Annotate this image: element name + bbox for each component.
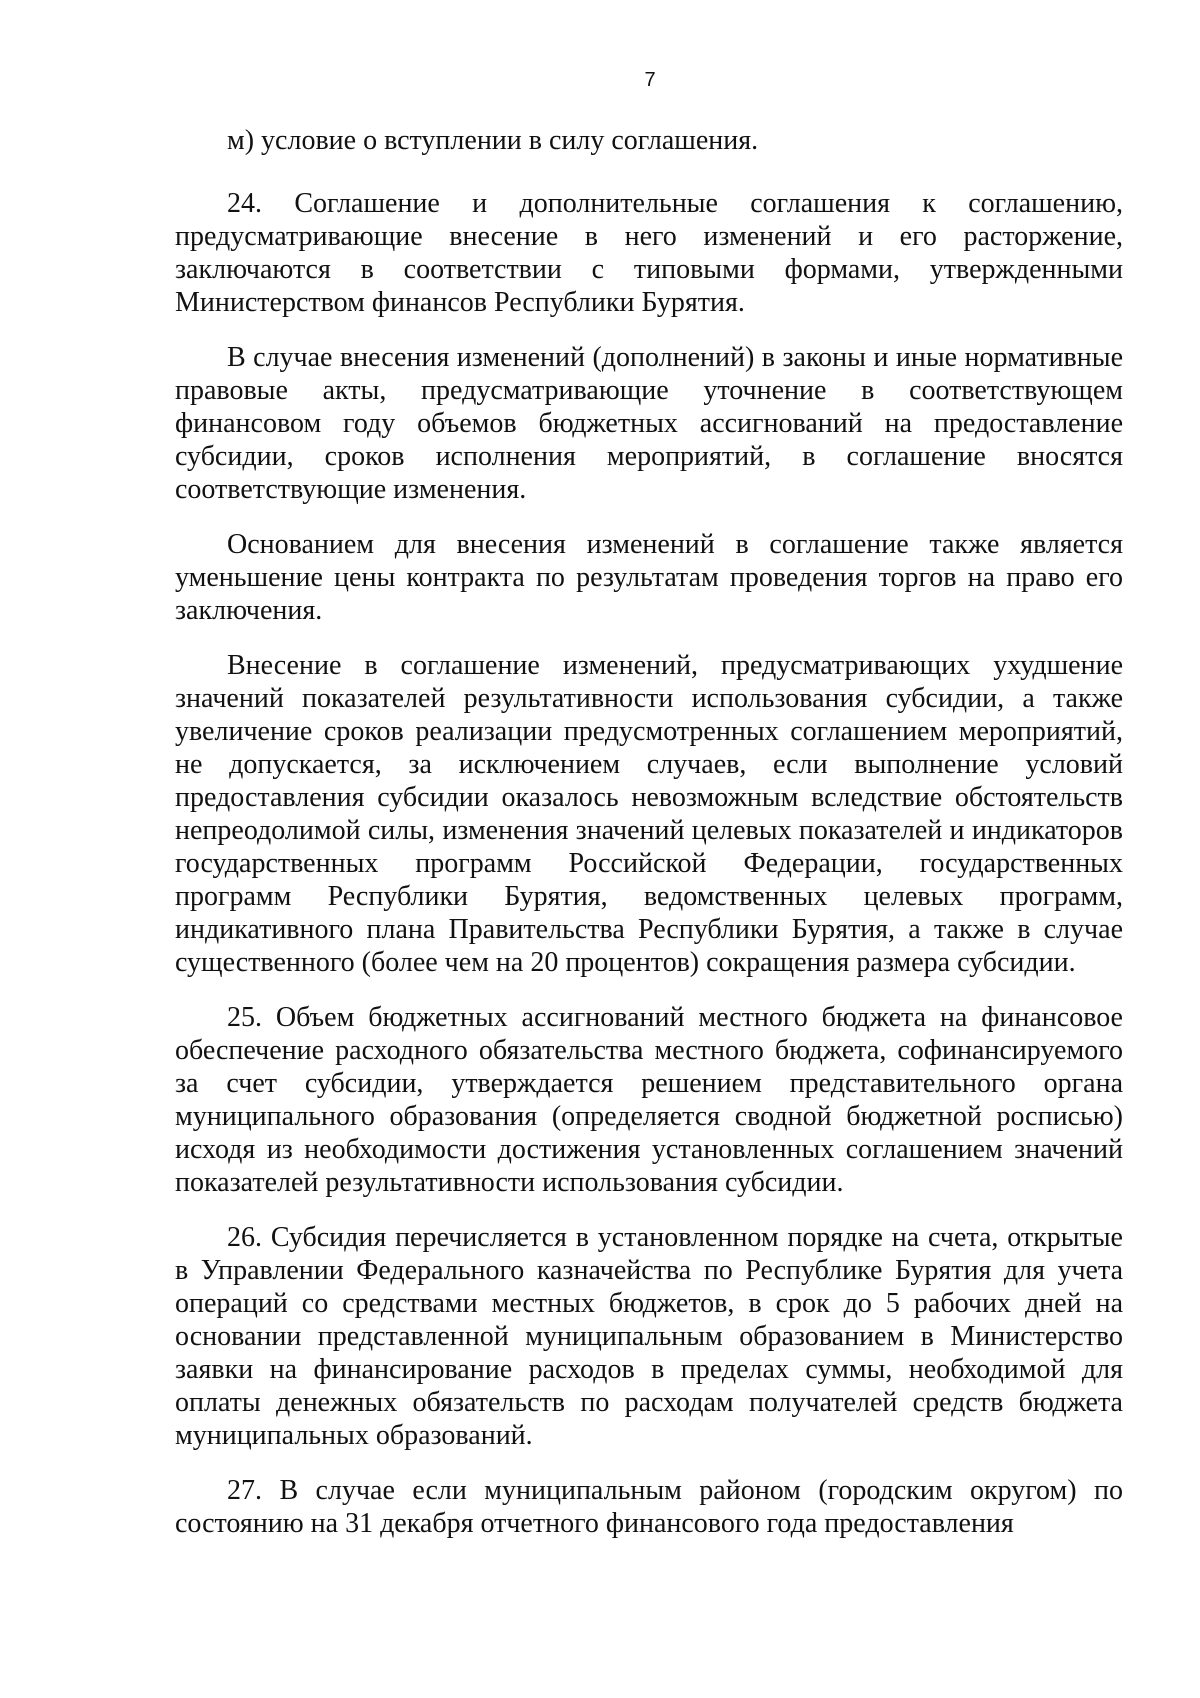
paragraph-27: 27. В случае если муниципальным районом (городским округом) по состоянию на 31 декабря отчетного финансового года предоставления bbox=[175, 1475, 1123, 1539]
paragraph-24: 24. Соглашение и дополнительные соглашения к соглашению, предусматривающие внесение в него изменений и его расторжение, заключаются в соответствии с типовыми формами, утвержденными Министерством финансов Республики Бурятия. bbox=[175, 188, 1123, 318]
paragraph-24-restrictions: Внесение в соглашение изменений, предусматривающих ухудшение значений показателей результативности использования субсидии, а также увеличение сроков реализации предусмотренных соглашением мероприятий, не допускается, за исключением случаев, если выполнение условий предоставления субсидии оказалось невозможным вследствие обстоятельств непреодолимой силы, изменения значений целевых показателей и индикаторов государственных программ Российской Федерации, государственных программ Республики Бурятия, ведомственных целевых программ, индикативного плана Правительства Республики Бурятия, а также в случае существенного (более чем на 20 процентов) сокращения размера субсидии. bbox=[175, 650, 1123, 978]
paragraph-25: 25. Объем бюджетных ассигнований местного бюджета на финансовое обеспечение расходного обязательства местного бюджета, софинансируемого за счет субсидии, утверждается решением представительного органа муниципального образования (определяется сводной бюджетной росписью) исходя из необходимости достижения установленных соглашением значений показателей результативности использования субсидии. bbox=[175, 1002, 1123, 1198]
paragraph-item-m: м) условие о вступлении в силу соглашения. bbox=[227, 125, 759, 156]
page-number: 7 bbox=[644, 69, 656, 91]
document-body bbox=[175, 124, 1123, 1540]
paragraph-26: 26. Субсидия перечисляется в установленном порядке на счета, открытые в Управлении Федерального казначейства по Республике Бурятия для учета операций со средствами местных бюджетов, в срок до 5 рабочих дней на основании представленной муниципальным образованием в Министерство заявки на финансирование расходов в пределах суммы, необходимой для оплаты денежных обязательств по расходам получателей средств бюджета муниципальных образований. bbox=[175, 1222, 1123, 1451]
paragraph-24-amendments: В случае внесения изменений (дополнений) в законы и иные нормативные правовые акты, предусматривающие уточнение в соответствующем финансовом году объемов бюджетных ассигнований на предоставление субсидии, сроков исполнения мероприятий, в соглашение вносятся соответствующие изменения. bbox=[175, 342, 1123, 505]
paragraph-24-grounds: Основанием для внесения изменений в соглашение также является уменьшение цены контракта по результатам проведения торгов на право его заключения. bbox=[175, 529, 1123, 626]
